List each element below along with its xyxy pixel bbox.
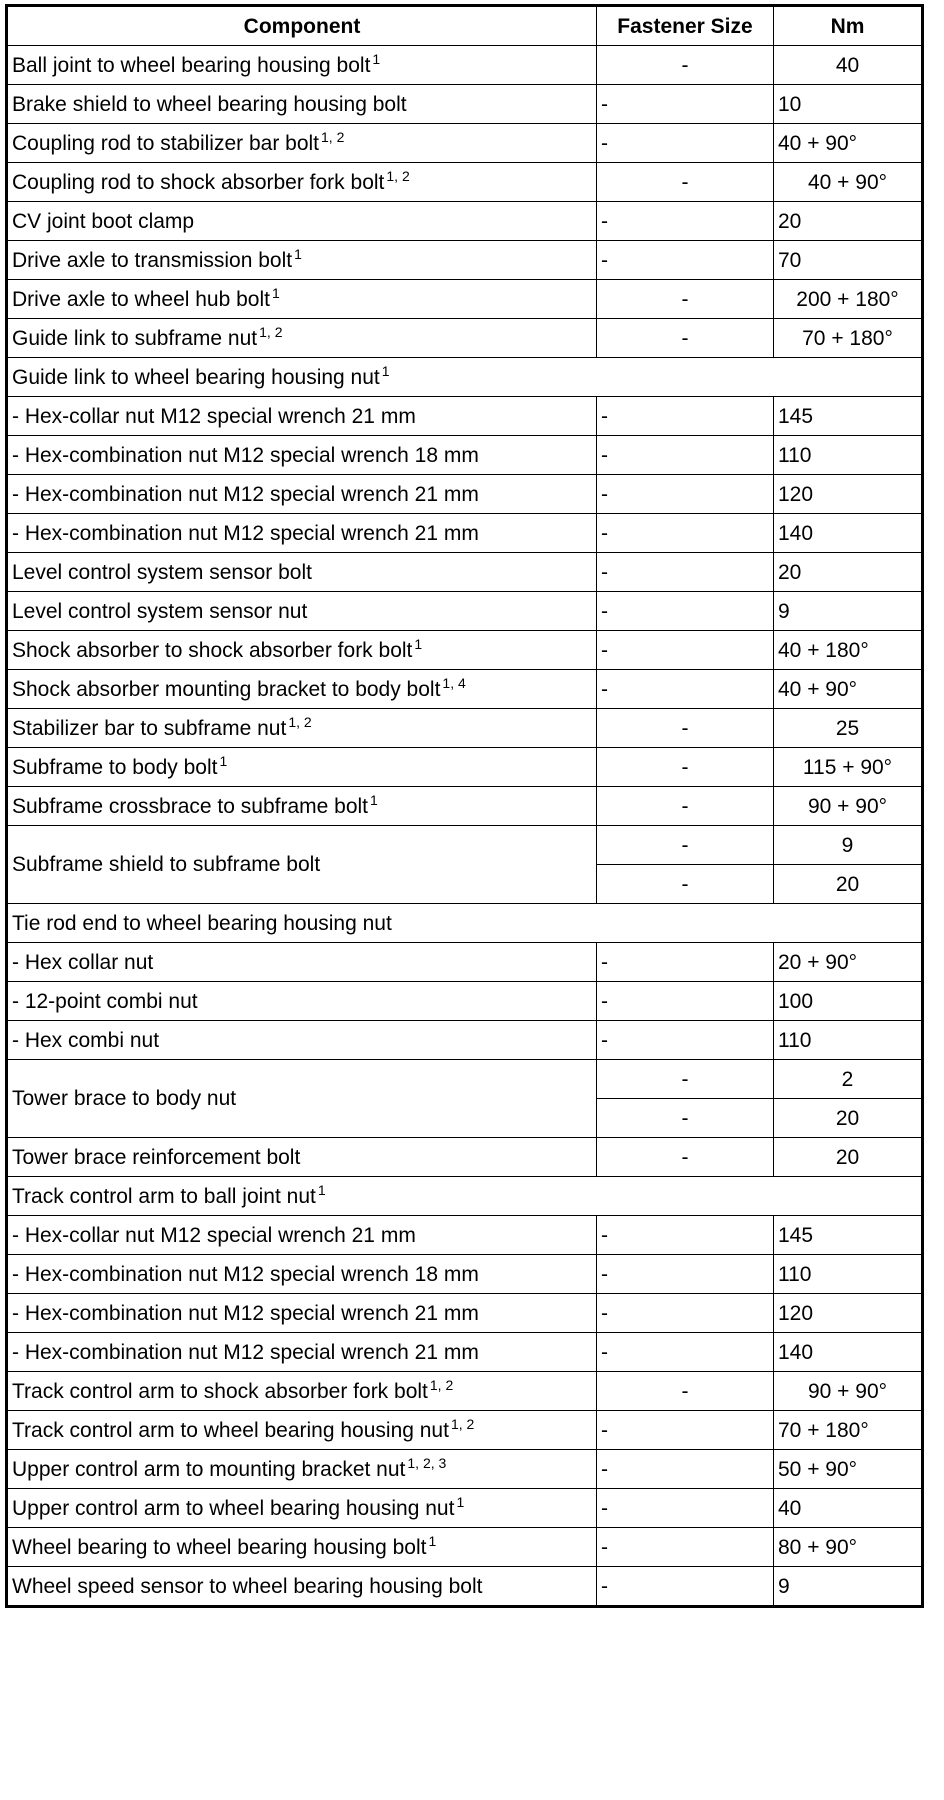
component-cell bbox=[7, 1489, 597, 1528]
component-cell bbox=[7, 1294, 597, 1333]
component-label: Subframe crossbrace to subframe bolt bbox=[12, 794, 368, 818]
component-label: Tower brace to body nut bbox=[12, 1087, 237, 1110]
fastener-size-cell: - bbox=[597, 631, 774, 670]
component-cell bbox=[7, 592, 597, 631]
fastener-size-cell: - bbox=[597, 1450, 774, 1489]
table-row bbox=[7, 1294, 923, 1333]
component-label: - Hex collar nut bbox=[12, 950, 154, 974]
component-cell bbox=[7, 1177, 923, 1216]
nm-cell: 40 + 180° bbox=[774, 631, 923, 670]
table-row bbox=[7, 1528, 923, 1567]
table-row bbox=[7, 1255, 923, 1294]
component-cell bbox=[7, 787, 597, 826]
component-cell bbox=[7, 1333, 597, 1372]
component-cell bbox=[7, 1216, 597, 1255]
footnote-ref: 1 bbox=[414, 635, 423, 652]
fastener-size-cell: - bbox=[597, 787, 774, 826]
header-fastener-size: Fastener Size bbox=[597, 6, 774, 46]
component-cell bbox=[7, 514, 597, 553]
nm-cell: 90 + 90° bbox=[774, 787, 923, 826]
table-row bbox=[7, 982, 923, 1021]
fastener-size-cell: - bbox=[597, 1021, 774, 1060]
table-section-row bbox=[7, 358, 923, 397]
fastener-size-cell: - bbox=[597, 1060, 774, 1099]
nm-cell: 20 + 90° bbox=[774, 943, 923, 982]
table-row bbox=[7, 943, 923, 982]
fastener-size-cell: - bbox=[597, 943, 774, 982]
table-row bbox=[7, 397, 923, 436]
nm-cell: 9 bbox=[774, 826, 923, 865]
nm-cell: 100 bbox=[774, 982, 923, 1021]
nm-cell: 110 bbox=[774, 1255, 923, 1294]
table-row bbox=[7, 670, 923, 709]
component-cell bbox=[7, 319, 597, 358]
fastener-size-cell: - bbox=[597, 1255, 774, 1294]
footnote-ref: 1, 2 bbox=[259, 323, 283, 340]
table-row bbox=[7, 1138, 923, 1177]
table-row bbox=[7, 1372, 923, 1411]
table-row bbox=[7, 1333, 923, 1372]
fastener-size-cell: - bbox=[597, 1372, 774, 1411]
component-cell bbox=[7, 202, 597, 241]
nm-cell: 140 bbox=[774, 514, 923, 553]
table-row bbox=[7, 280, 923, 319]
component-label: - Hex-collar nut M12 special wrench 21 mm bbox=[12, 404, 416, 428]
nm-cell: 20 bbox=[774, 865, 923, 904]
component-label: Drive axle to transmission bolt bbox=[12, 248, 293, 272]
nm-cell: 90 + 90° bbox=[774, 1372, 923, 1411]
component-cell bbox=[7, 1021, 597, 1060]
fastener-size-cell: - bbox=[597, 124, 774, 163]
fastener-size-cell: - bbox=[597, 397, 774, 436]
component-label: Upper control arm to wheel bearing housing nut bbox=[12, 1496, 455, 1520]
footnote-ref: 1 bbox=[372, 50, 381, 67]
nm-cell: 40 bbox=[774, 46, 923, 85]
table-row bbox=[7, 1411, 923, 1450]
fastener-size-cell: - bbox=[597, 46, 774, 85]
footnote-ref: 1 bbox=[219, 752, 228, 769]
fastener-size-cell: - bbox=[597, 1099, 774, 1138]
fastener-size-cell: - bbox=[597, 1216, 774, 1255]
component-cell bbox=[7, 358, 923, 397]
component-cell bbox=[7, 1138, 597, 1177]
component-label: Track control arm to ball joint nut bbox=[12, 1184, 316, 1208]
component-cell bbox=[7, 709, 597, 748]
component-label: Wheel speed sensor to wheel bearing housing bolt bbox=[12, 1574, 483, 1598]
nm-cell: 20 bbox=[774, 202, 923, 241]
table-row bbox=[7, 241, 923, 280]
nm-cell: 70 + 180° bbox=[774, 1411, 923, 1450]
table-row bbox=[7, 592, 923, 631]
nm-cell: 10 bbox=[774, 85, 923, 124]
component-cell bbox=[7, 631, 597, 670]
fastener-size-cell: - bbox=[597, 85, 774, 124]
table-row bbox=[7, 1060, 923, 1099]
nm-cell: 9 bbox=[774, 592, 923, 631]
table-section-row bbox=[7, 904, 923, 943]
component-cell bbox=[7, 241, 597, 280]
nm-cell: 20 bbox=[774, 1099, 923, 1138]
component-cell bbox=[7, 397, 597, 436]
fastener-size-cell: - bbox=[597, 709, 774, 748]
component-label: Coupling rod to shock absorber fork bolt bbox=[12, 170, 385, 194]
table-row bbox=[7, 826, 923, 865]
fastener-size-cell: - bbox=[597, 202, 774, 241]
component-label: Brake shield to wheel bearing housing bolt bbox=[12, 92, 407, 116]
component-label: Wheel bearing to wheel bearing housing bolt bbox=[12, 1535, 427, 1559]
nm-cell: 20 bbox=[774, 1138, 923, 1177]
table-body bbox=[7, 46, 923, 1607]
component-label: Guide link to wheel bearing housing nut bbox=[12, 365, 380, 389]
torque-specification-table bbox=[5, 4, 924, 1608]
footnote-ref: 1 bbox=[317, 1181, 326, 1198]
component-cell bbox=[7, 124, 597, 163]
fastener-size-cell: - bbox=[597, 319, 774, 358]
component-cell bbox=[7, 436, 597, 475]
component-cell bbox=[7, 1255, 597, 1294]
footnote-ref: 1, 2 bbox=[288, 713, 312, 730]
fastener-size-cell: - bbox=[597, 826, 774, 865]
fastener-size-cell: - bbox=[597, 1411, 774, 1450]
footnote-ref: 1, 2 bbox=[450, 1415, 475, 1432]
component-label: Coupling rod to stabilizer bar bolt bbox=[12, 131, 320, 155]
component-cell bbox=[7, 1528, 597, 1567]
fastener-size-cell: - bbox=[597, 1333, 774, 1372]
nm-cell: 40 + 90° bbox=[774, 163, 923, 202]
table-row bbox=[7, 46, 923, 85]
nm-cell: 145 bbox=[774, 397, 923, 436]
fastener-size-cell: - bbox=[597, 865, 774, 904]
component-cell bbox=[7, 826, 597, 904]
footnote-ref: 1 bbox=[456, 1493, 465, 1510]
footnote-ref: 1 bbox=[381, 362, 390, 379]
component-label: Shock absorber to shock absorber fork bolt bbox=[12, 638, 413, 662]
footnote-ref: 1, 2 bbox=[386, 167, 410, 184]
footnote-ref: 1, 4 bbox=[442, 674, 466, 691]
fastener-size-cell: - bbox=[597, 241, 774, 280]
table-row bbox=[7, 787, 923, 826]
component-cell bbox=[7, 1450, 597, 1489]
nm-cell: 80 + 90° bbox=[774, 1528, 923, 1567]
component-label: - Hex-combination nut M12 special wrench 21 mm bbox=[12, 482, 479, 506]
nm-cell: 200 + 180° bbox=[774, 280, 923, 319]
component-label: Subframe shield to subframe bolt bbox=[12, 853, 321, 876]
component-cell bbox=[7, 280, 597, 319]
table-row bbox=[7, 124, 923, 163]
component-label: - Hex-combination nut M12 special wrench 21 mm bbox=[12, 521, 479, 545]
footnote-ref: 1 bbox=[294, 245, 302, 262]
component-label: - Hex-collar nut M12 special wrench 21 mm bbox=[12, 1223, 416, 1247]
component-label: - Hex-combination nut M12 special wrench 18 mm bbox=[12, 1262, 479, 1286]
component-label: Drive axle to wheel hub bolt bbox=[12, 287, 270, 311]
component-label: - Hex-combination nut M12 special wrench 21 mm bbox=[12, 1340, 479, 1364]
table-row bbox=[7, 1021, 923, 1060]
nm-cell: 40 + 90° bbox=[774, 670, 923, 709]
component-cell bbox=[7, 943, 597, 982]
fastener-size-cell: - bbox=[597, 1528, 774, 1567]
component-cell bbox=[7, 553, 597, 592]
component-cell bbox=[7, 748, 597, 787]
table-row bbox=[7, 436, 923, 475]
fastener-size-cell: - bbox=[597, 1567, 774, 1607]
nm-cell: 9 bbox=[774, 1567, 923, 1607]
fastener-size-cell: - bbox=[597, 280, 774, 319]
component-label: Tower brace reinforcement bolt bbox=[12, 1145, 301, 1169]
fastener-size-cell: - bbox=[597, 748, 774, 787]
component-cell bbox=[7, 475, 597, 514]
nm-cell: 2 bbox=[774, 1060, 923, 1099]
component-label: Shock absorber mounting bracket to body bolt bbox=[12, 677, 441, 701]
component-cell bbox=[7, 46, 597, 85]
component-cell bbox=[7, 1567, 597, 1607]
table-row bbox=[7, 1567, 923, 1607]
table-row bbox=[7, 319, 923, 358]
component-label: - Hex-combination nut M12 special wrench 18 mm bbox=[12, 443, 479, 467]
nm-cell: 145 bbox=[774, 1216, 923, 1255]
footnote-ref: 1, 2 bbox=[429, 1376, 454, 1393]
header-nm: Nm bbox=[774, 6, 923, 46]
nm-cell: 110 bbox=[774, 436, 923, 475]
fastener-size-cell: - bbox=[597, 1489, 774, 1528]
component-label: Tie rod end to wheel bearing housing nut bbox=[12, 911, 392, 935]
table-row bbox=[7, 631, 923, 670]
nm-cell: 70 + 180° bbox=[774, 319, 923, 358]
component-label: Guide link to subframe nut bbox=[12, 326, 258, 350]
component-cell bbox=[7, 1411, 597, 1450]
table-row bbox=[7, 202, 923, 241]
nm-cell: 40 bbox=[774, 1489, 923, 1528]
component-label: Upper control arm to mounting bracket nut bbox=[12, 1457, 406, 1481]
component-label: - Hex-combination nut M12 special wrench 21 mm bbox=[12, 1301, 479, 1325]
footnote-ref: 1, 2, 3 bbox=[407, 1454, 447, 1471]
fastener-size-cell: - bbox=[597, 982, 774, 1021]
table-row bbox=[7, 1450, 923, 1489]
component-label: Ball joint to wheel bearing housing bolt bbox=[12, 53, 371, 77]
component-label: Level control system sensor bolt bbox=[12, 560, 312, 584]
table-row bbox=[7, 748, 923, 787]
component-label: Level control system sensor nut bbox=[12, 599, 308, 623]
nm-cell: 120 bbox=[774, 475, 923, 514]
component-cell bbox=[7, 1060, 597, 1138]
table-section-row bbox=[7, 1177, 923, 1216]
table-row bbox=[7, 1216, 923, 1255]
component-cell bbox=[7, 1372, 597, 1411]
nm-cell: 110 bbox=[774, 1021, 923, 1060]
fastener-size-cell: - bbox=[597, 1294, 774, 1333]
header-component: Component bbox=[7, 6, 597, 46]
component-label: Subframe to body bolt bbox=[12, 755, 218, 779]
nm-cell: 20 bbox=[774, 553, 923, 592]
table-row bbox=[7, 1489, 923, 1528]
footnote-ref: 1, 2 bbox=[321, 128, 345, 145]
component-cell bbox=[7, 85, 597, 124]
fastener-size-cell: - bbox=[597, 1138, 774, 1177]
component-label: CV joint boot clamp bbox=[12, 209, 195, 233]
footnote-ref: 1 bbox=[370, 791, 378, 808]
component-cell bbox=[7, 670, 597, 709]
component-label: - 12-point combi nut bbox=[12, 989, 198, 1013]
component-cell bbox=[7, 904, 923, 943]
table-row bbox=[7, 163, 923, 202]
component-label: Track control arm to shock absorber fork bolt bbox=[12, 1379, 428, 1403]
nm-cell: 40 + 90° bbox=[774, 124, 923, 163]
fastener-size-cell: - bbox=[597, 475, 774, 514]
table-row bbox=[7, 85, 923, 124]
fastener-size-cell: - bbox=[597, 514, 774, 553]
nm-cell: 115 + 90° bbox=[774, 748, 923, 787]
nm-cell: 120 bbox=[774, 1294, 923, 1333]
table-row bbox=[7, 553, 923, 592]
table-row bbox=[7, 514, 923, 553]
component-label: Track control arm to wheel bearing housing nut bbox=[12, 1418, 449, 1442]
table-header-row bbox=[7, 6, 923, 46]
fastener-size-cell: - bbox=[597, 670, 774, 709]
fastener-size-cell: - bbox=[597, 436, 774, 475]
component-cell bbox=[7, 982, 597, 1021]
nm-cell: 50 + 90° bbox=[774, 1450, 923, 1489]
footnote-ref: 1 bbox=[271, 284, 280, 301]
table-row bbox=[7, 709, 923, 748]
nm-cell: 25 bbox=[774, 709, 923, 748]
component-cell bbox=[7, 163, 597, 202]
nm-cell: 70 bbox=[774, 241, 923, 280]
nm-cell: 140 bbox=[774, 1333, 923, 1372]
footnote-ref: 1 bbox=[428, 1532, 437, 1549]
fastener-size-cell: - bbox=[597, 592, 774, 631]
table-row bbox=[7, 475, 923, 514]
fastener-size-cell: - bbox=[597, 553, 774, 592]
component-label: Stabilizer bar to subframe nut bbox=[12, 716, 287, 740]
component-label: - Hex combi nut bbox=[12, 1028, 160, 1052]
fastener-size-cell: - bbox=[597, 163, 774, 202]
